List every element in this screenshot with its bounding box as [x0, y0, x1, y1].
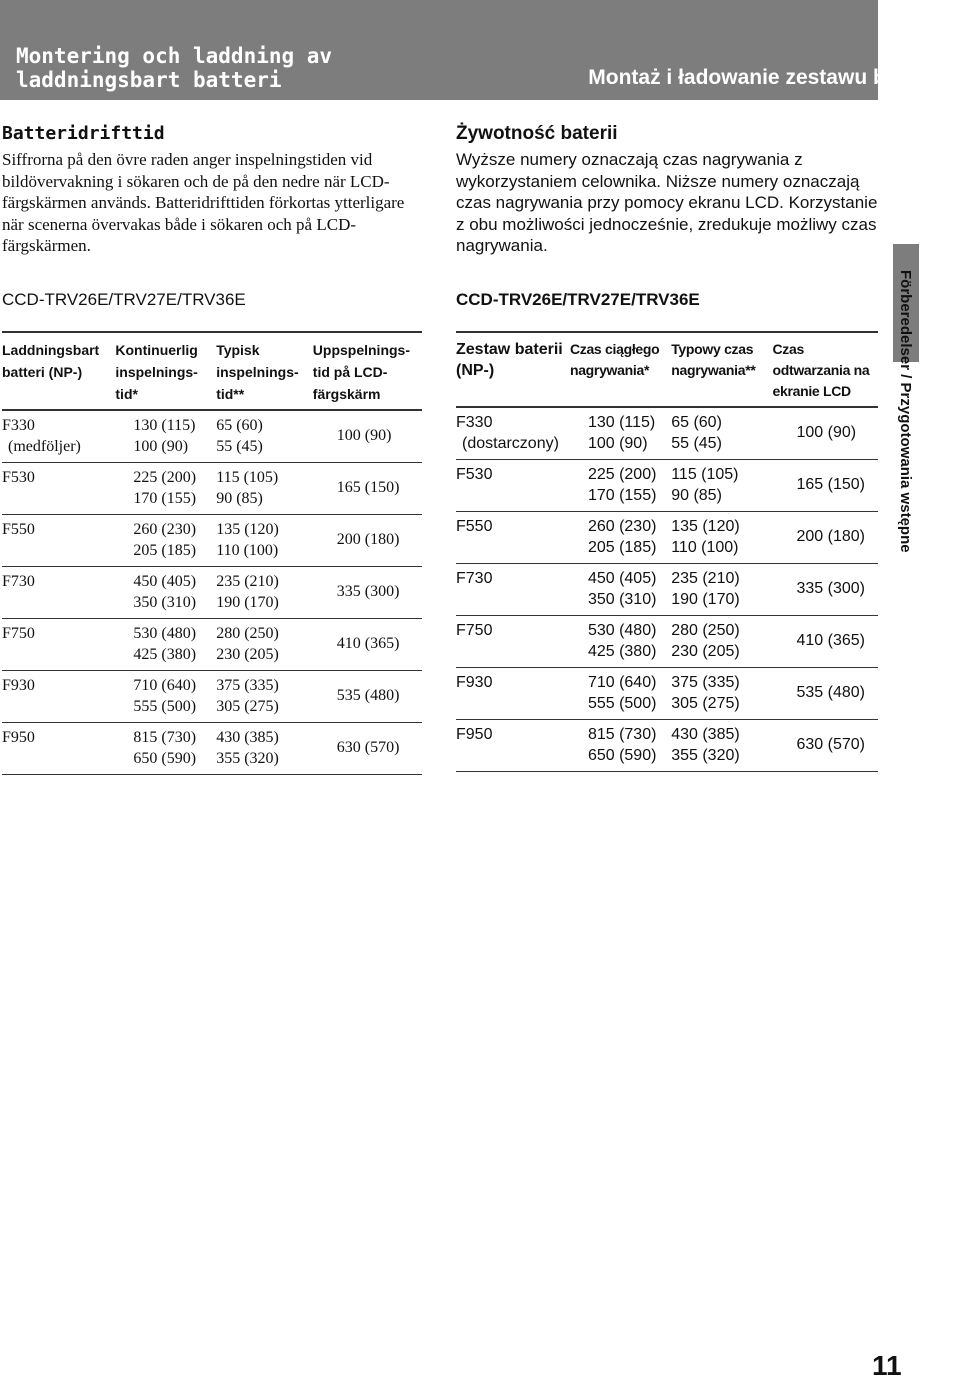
value-viewfinder: 130 (115)	[133, 416, 196, 434]
value-viewfinder: 235 (210)	[216, 572, 279, 590]
battery-model: F730	[2, 572, 35, 590]
value-viewfinder: 130 (115)	[587, 413, 656, 431]
value-viewfinder: 815 (730)	[133, 728, 197, 746]
value-viewfinder: 530 (480)	[133, 624, 197, 642]
value-viewfinder: 710 (640)	[133, 676, 197, 694]
cell-continuous	[570, 563, 671, 615]
cell-continuous	[570, 407, 671, 460]
cell-playback: 165 (150)	[313, 462, 422, 514]
value-lcd: 205 (185)	[587, 538, 657, 556]
value-lcd: 650 (590)	[587, 746, 657, 764]
value-lcd: 110 (100)	[216, 541, 279, 559]
value-lcd: 100 (90)	[133, 437, 189, 455]
header-continuous: Kontinuerlig inspelnings-tid*	[115, 332, 216, 410]
cell-playback: 200 (180)	[313, 514, 422, 566]
cell-continuous	[115, 618, 216, 670]
value-lcd: 350 (310)	[133, 593, 197, 611]
battery-model: F730	[456, 569, 493, 587]
value-lcd: 555 (500)	[133, 697, 197, 715]
value-viewfinder: 450 (405)	[587, 569, 657, 587]
section-title-sv: Batteridrifttid	[2, 123, 165, 144]
value-viewfinder: 135 (120)	[216, 520, 279, 538]
cell-continuous	[115, 566, 216, 618]
table-row	[456, 459, 878, 511]
table-row	[2, 722, 422, 774]
table-row	[2, 618, 422, 670]
value-viewfinder: 225 (200)	[587, 465, 657, 483]
header-title-pl: Montaż i ładowanie zestawu baterii	[588, 66, 936, 89]
cell-typical	[671, 407, 772, 460]
value-lcd: 305 (275)	[671, 694, 740, 712]
cell-continuous	[570, 719, 671, 771]
cell-battery	[456, 615, 570, 667]
cell-battery	[456, 563, 570, 615]
value-viewfinder: 65 (60)	[671, 413, 722, 431]
value-lcd: 205 (185)	[133, 541, 197, 559]
battery-table-pl	[456, 331, 878, 772]
value-viewfinder: 430 (385)	[216, 728, 279, 746]
value-viewfinder: 375 (335)	[671, 673, 740, 691]
value-viewfinder: 65 (60)	[216, 416, 263, 434]
paragraph-sv: Siffrorna på den övre raden anger inspelningstiden vid bildövervakning i sökaren och de på den nedre när LCD-färgskärmen används. Batteridrifttiden förkortas ytterligare när scenerna övervakas både i sökaren och på LCD-färgskärmen.	[2, 150, 405, 255]
value-lcd: 355 (320)	[671, 746, 740, 764]
cell-typical	[671, 459, 772, 511]
table-header-row	[456, 332, 878, 407]
cell-playback: 335 (300)	[772, 563, 878, 615]
paragraph-pl: Wyższe numery oznaczają czas nagrywania z wykorzystaniem celownika. Niższe numery oznaczają czas nagrywania przy pomocy ekranu LCD. Korzystanie z obu możliwości jednocześnie, zredukuje możliwy czas nagrywania.	[456, 150, 878, 255]
table-row	[2, 670, 422, 722]
cell-battery	[2, 410, 115, 463]
cell-typical	[216, 722, 313, 774]
value-lcd: 190 (170)	[671, 590, 740, 608]
header-battery: Laddningsbart batteri (NP-)	[2, 332, 115, 410]
value-lcd: 650 (590)	[133, 749, 197, 767]
cell-continuous	[115, 722, 216, 774]
table-row	[2, 514, 422, 566]
battery-model: F330	[2, 416, 35, 434]
cell-continuous	[570, 511, 671, 563]
cell-typical	[216, 410, 313, 463]
cell-battery	[2, 722, 115, 774]
cell-typical	[216, 514, 313, 566]
cell-battery	[456, 407, 570, 460]
cell-battery	[2, 618, 115, 670]
value-lcd: 100 (90)	[587, 434, 648, 452]
battery-model: F330	[456, 413, 493, 431]
battery-model: F930	[456, 673, 493, 691]
cell-battery	[2, 566, 115, 618]
value-lcd: 230 (205)	[671, 642, 740, 660]
battery-model: F950	[2, 728, 35, 746]
cell-playback: 630 (570)	[772, 719, 878, 771]
value-lcd: 170 (155)	[133, 489, 197, 507]
cell-typical	[671, 719, 772, 771]
value-viewfinder: 815 (730)	[587, 725, 657, 743]
cell-typical	[216, 462, 313, 514]
value-lcd: 305 (275)	[216, 697, 279, 715]
cell-typical	[216, 566, 313, 618]
value-viewfinder: 260 (230)	[587, 517, 657, 535]
cell-battery	[456, 459, 570, 511]
cell-playback: 100 (90)	[313, 410, 422, 463]
cell-continuous	[115, 462, 216, 514]
cell-playback: 630 (570)	[313, 722, 422, 774]
battery-model: F530	[456, 465, 493, 483]
cell-playback: 100 (90)	[772, 407, 878, 460]
cell-battery	[2, 670, 115, 722]
value-viewfinder: 115 (105)	[216, 468, 279, 486]
value-lcd: 55 (45)	[216, 437, 263, 455]
value-viewfinder: 430 (385)	[671, 725, 740, 743]
cell-playback: 165 (150)	[772, 459, 878, 511]
cell-playback: 410 (365)	[772, 615, 878, 667]
page-number: 11	[872, 1350, 902, 1381]
cell-battery	[2, 462, 115, 514]
table-row	[456, 511, 878, 563]
model-name-pl: CCD-TRV26E/TRV27E/TRV36E	[456, 289, 700, 309]
cell-typical	[671, 667, 772, 719]
table-row	[456, 615, 878, 667]
header-typical: Typisk inspelnings-tid**	[216, 332, 313, 410]
value-viewfinder: 530 (480)	[587, 621, 657, 639]
column-swedish	[2, 123, 422, 775]
cell-battery	[2, 514, 115, 566]
cell-continuous	[570, 459, 671, 511]
cell-playback: 535 (480)	[313, 670, 422, 722]
value-viewfinder: 280 (250)	[671, 621, 740, 639]
table-row	[456, 667, 878, 719]
battery-model: F550	[2, 520, 35, 538]
cell-playback: 410 (365)	[313, 618, 422, 670]
cell-playback: 535 (480)	[772, 667, 878, 719]
table-row	[456, 563, 878, 615]
value-viewfinder: 450 (405)	[133, 572, 197, 590]
battery-model: F930	[2, 676, 35, 694]
value-lcd: 350 (310)	[587, 590, 657, 608]
cell-continuous	[570, 667, 671, 719]
header-typical: Typowy czas nagrywania**	[671, 332, 772, 407]
value-viewfinder: 375 (335)	[216, 676, 279, 694]
value-lcd: 90 (85)	[216, 489, 263, 507]
cell-battery	[456, 667, 570, 719]
side-section-label: Förberedelser / Przygotowania wstępne	[897, 270, 914, 553]
table-row	[456, 719, 878, 771]
section-title-pl: Żywotność baterii	[456, 123, 618, 144]
header-battery: Zestaw baterii (NP-)	[456, 332, 570, 407]
header-playback: Czas odtwarzania na ekranie LCD	[772, 332, 878, 407]
battery-model: F550	[456, 517, 493, 535]
value-lcd: 555 (500)	[587, 694, 657, 712]
battery-table-sv	[2, 331, 422, 775]
cell-battery	[456, 719, 570, 771]
battery-model: F950	[456, 725, 493, 743]
value-lcd: 55 (45)	[671, 434, 722, 452]
cell-typical	[216, 670, 313, 722]
battery-note: (medföljer)	[8, 437, 81, 455]
value-lcd: 110 (100)	[671, 538, 739, 556]
table-row	[456, 407, 878, 460]
cell-typical	[671, 563, 772, 615]
column-polish	[456, 123, 878, 772]
cell-playback: 335 (300)	[313, 566, 422, 618]
value-lcd: 170 (155)	[587, 486, 657, 504]
battery-model: F530	[2, 468, 35, 486]
cell-playback: 200 (180)	[772, 511, 878, 563]
value-lcd: 90 (85)	[671, 486, 722, 504]
table-row	[2, 410, 422, 463]
value-viewfinder: 280 (250)	[216, 624, 279, 642]
value-viewfinder: 235 (210)	[671, 569, 740, 587]
cell-battery	[456, 511, 570, 563]
header-playback: Uppspelnings-tid på LCD-färgskärm	[313, 332, 422, 410]
battery-model: F750	[456, 621, 493, 639]
value-lcd: 190 (170)	[216, 593, 279, 611]
value-lcd: 230 (205)	[216, 645, 279, 663]
value-lcd: 425 (380)	[133, 645, 197, 663]
table-row	[2, 566, 422, 618]
value-viewfinder: 135 (120)	[671, 517, 740, 535]
cell-continuous	[115, 670, 216, 722]
value-viewfinder: 260 (230)	[133, 520, 197, 538]
cell-typical	[216, 618, 313, 670]
cell-continuous	[570, 615, 671, 667]
value-lcd: 425 (380)	[587, 642, 657, 660]
value-viewfinder: 225 (200)	[133, 468, 197, 486]
table-header-row	[2, 332, 422, 410]
value-viewfinder: 710 (640)	[587, 673, 657, 691]
header-continuous: Czas ciągłego nagrywania*	[570, 332, 671, 407]
header-title-sv: Montering och laddning av laddningsbart batteri	[16, 44, 333, 92]
value-viewfinder: 115 (105)	[671, 465, 739, 483]
cell-typical	[671, 615, 772, 667]
cell-continuous	[115, 514, 216, 566]
battery-note: (dostarczony)	[462, 434, 559, 452]
cell-typical	[671, 511, 772, 563]
cell-continuous	[115, 410, 216, 463]
table-row	[2, 462, 422, 514]
value-lcd: 355 (320)	[216, 749, 279, 767]
battery-model: F750	[2, 624, 35, 642]
model-name-sv: CCD-TRV26E/TRV27E/TRV36E	[2, 289, 246, 309]
